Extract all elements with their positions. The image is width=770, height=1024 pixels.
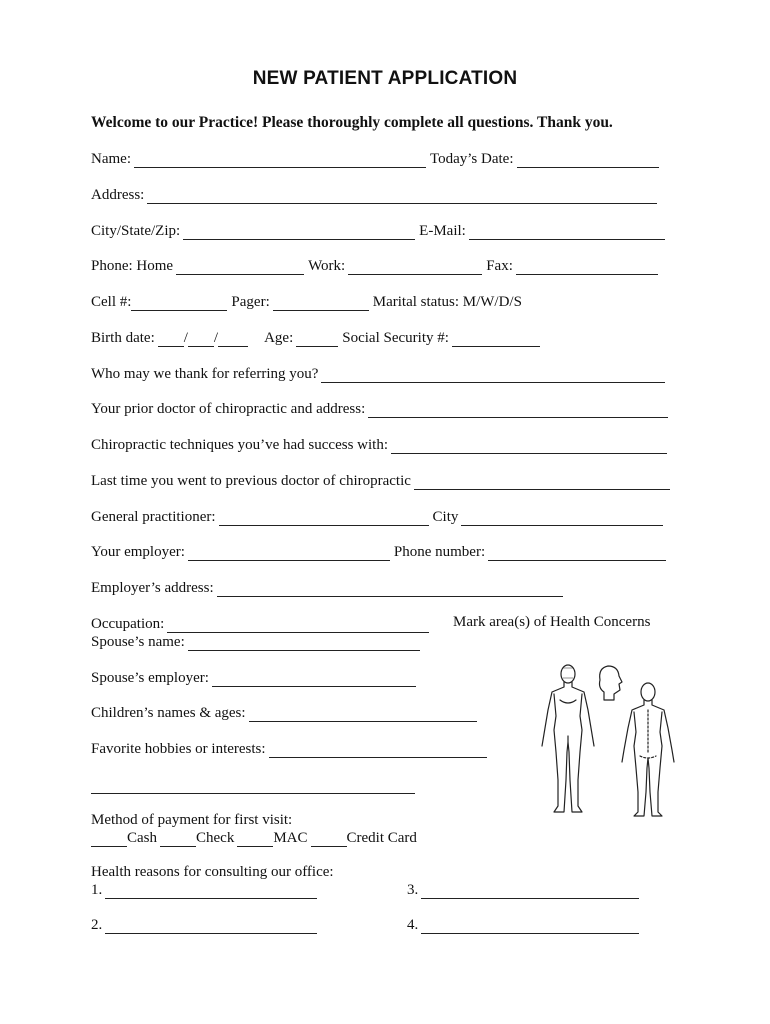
payment-credit-card-label: Credit Card: [346, 830, 417, 846]
payment-credit-card-field[interactable]: [311, 832, 347, 847]
spouse-employer-label: Spouse’s employer:: [91, 670, 209, 686]
front-body-figure: [542, 665, 594, 812]
birth-month-field[interactable]: [158, 332, 184, 347]
page-title: NEW PATIENT APPLICATION: [252, 68, 518, 89]
reason-2-number: 2.: [91, 917, 103, 933]
row-last-visit: [91, 470, 674, 490]
spouse-employer-field[interactable]: [212, 672, 416, 687]
age-field[interactable]: [296, 332, 338, 347]
row-employer-address: [91, 577, 567, 597]
city-state-zip-field[interactable]: [183, 225, 415, 240]
employer-phone-label: Phone number:: [393, 544, 486, 560]
employer-address-field[interactable]: [217, 582, 563, 597]
employer-phone-field[interactable]: [488, 546, 666, 561]
birth-date-label: Birth date:: [91, 330, 155, 346]
payment-cash-label: Cash: [127, 830, 157, 846]
row-reason-2: [91, 914, 321, 934]
row-reason-3: [407, 879, 643, 899]
row-occupation: [91, 613, 433, 633]
reason-4-field[interactable]: [421, 919, 639, 934]
age-label: Age:: [264, 330, 294, 346]
body-chart-label: Mark area(s) of Health Concerns: [453, 614, 651, 630]
reason-2-field[interactable]: [105, 919, 317, 934]
gp-field[interactable]: [219, 511, 429, 526]
phone-home-field[interactable]: [176, 260, 304, 275]
fax-label: Fax:: [486, 258, 513, 274]
head-profile-figure: [600, 666, 623, 700]
reason-1-field[interactable]: [105, 884, 317, 899]
reason-3-number: 3.: [407, 882, 419, 898]
payment-mac-label: MAC: [273, 830, 308, 846]
row-children: [91, 702, 481, 722]
row-spouse-name: [91, 631, 424, 651]
spouse-name-label: Spouse’s name:: [91, 634, 185, 650]
gp-city-field[interactable]: [461, 511, 663, 526]
city-state-zip-label: City/State/Zip:: [91, 223, 181, 239]
row-techniques: [91, 434, 671, 454]
reason-1-number: 1.: [91, 882, 103, 898]
row-cell: [91, 291, 522, 311]
payment-check-label: Check: [196, 830, 235, 846]
row-hobbies-continued: [91, 774, 419, 794]
spouse-name-field[interactable]: [188, 636, 420, 651]
occupation-label: Occupation:: [91, 616, 165, 632]
health-reasons-label: Health reasons for consulting our office:: [91, 864, 334, 880]
row-birth: [91, 327, 544, 347]
row-gp: [91, 506, 667, 526]
email-label: E-Mail:: [419, 223, 466, 239]
row-hobbies: [91, 738, 491, 758]
last-visit-label: Last time you went to previous doctor of chiropractic: [91, 473, 411, 489]
address-label: Address:: [91, 187, 145, 203]
fax-field[interactable]: [516, 260, 658, 275]
hobbies-label: Favorite hobbies or interests:: [91, 741, 266, 757]
ssn-field[interactable]: [452, 332, 540, 347]
hobbies-field-line-2[interactable]: [91, 779, 415, 794]
row-payment-title: [91, 809, 292, 829]
children-field[interactable]: [249, 707, 477, 722]
prior-doctor-label: Your prior doctor of chiropractic and address:: [91, 401, 366, 417]
pager-label: Pager:: [231, 294, 270, 310]
row-reason-1: [91, 879, 321, 899]
payment-method-label: Method of payment for first visit:: [91, 812, 293, 828]
employer-label: Your employer:: [91, 544, 185, 560]
row-health-title: [91, 861, 334, 881]
ssn-label: Social Security #:: [342, 330, 449, 346]
row-phone: [91, 255, 662, 275]
reason-4-number: 4.: [407, 917, 419, 933]
last-visit-field[interactable]: [414, 475, 670, 490]
row-prior-doctor: [91, 398, 672, 418]
cell-field[interactable]: [131, 296, 227, 311]
children-label: Children’s names & ages:: [91, 705, 246, 721]
referral-field[interactable]: [321, 368, 665, 383]
address-field[interactable]: [147, 189, 657, 204]
gp-label: General practitioner:: [91, 509, 216, 525]
pager-field[interactable]: [273, 296, 369, 311]
referral-label: Who may we thank for referring you?: [91, 366, 319, 382]
back-body-figure: [622, 683, 674, 816]
gp-city-label: City: [432, 509, 459, 525]
payment-mac-field[interactable]: [237, 832, 273, 847]
marital-status-label: Marital status: M/W/D/S: [372, 294, 522, 310]
payment-check-field[interactable]: [160, 832, 196, 847]
row-referral: [91, 363, 669, 383]
row-city-email: [91, 220, 669, 240]
row-name: [91, 148, 663, 168]
name-field[interactable]: [134, 153, 426, 168]
row-spouse-employer: [91, 667, 420, 687]
email-field[interactable]: [469, 225, 665, 240]
phone-home-label: Phone: Home: [91, 258, 174, 274]
row-reason-4: [407, 914, 643, 934]
payment-cash-field[interactable]: [91, 832, 127, 847]
employer-field[interactable]: [188, 546, 390, 561]
row-payment-options: [91, 827, 417, 847]
employer-address-label: Employer’s address:: [91, 580, 214, 596]
row-employer: [91, 541, 670, 561]
name-label: Name:: [91, 151, 131, 167]
work-label: Work:: [308, 258, 346, 274]
techniques-field[interactable]: [391, 439, 667, 454]
birth-slash-2: /: [213, 330, 219, 346]
todays-date-label: Today’s Date:: [429, 151, 514, 167]
reason-3-field[interactable]: [421, 884, 639, 899]
prior-doctor-field[interactable]: [368, 403, 668, 418]
body-chart-icon[interactable]: [530, 660, 680, 820]
work-phone-field[interactable]: [348, 260, 482, 275]
techniques-label: Chiropractic techniques you’ve had success with:: [91, 437, 388, 453]
birth-year-field[interactable]: [218, 332, 248, 347]
welcome-text: Welcome to our Practice! Please thoroughly complete all questions. Thank you.: [91, 114, 613, 131]
row-address: [91, 184, 661, 204]
birth-slash-1: /: [183, 330, 188, 346]
birth-day-field[interactable]: [188, 332, 214, 347]
todays-date-field[interactable]: [517, 153, 659, 168]
hobbies-field[interactable]: [269, 743, 487, 758]
cell-label: Cell #:: [91, 294, 132, 310]
